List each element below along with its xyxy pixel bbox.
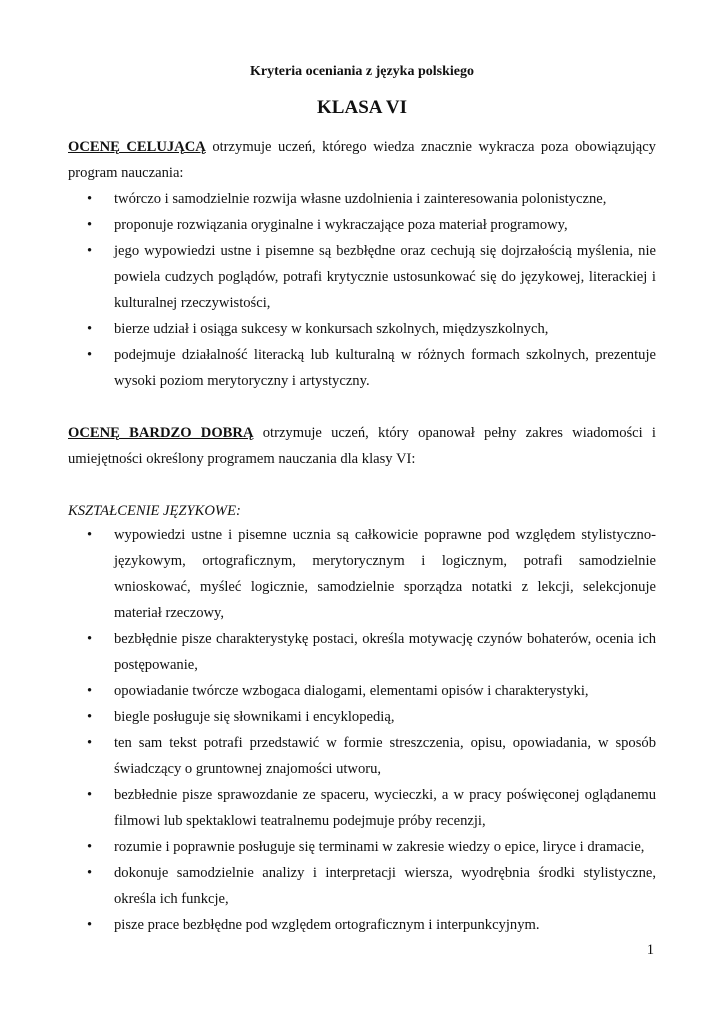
- list-item: [68, 626, 656, 678]
- celujaca-list: [68, 186, 656, 394]
- bardzo-dobra-list: [68, 522, 656, 938]
- bardzo-dobra-text: otrzymuje uczeń, który opanował pełny zakres wiadomości i umiejętności określony programem nauczania dla klasy VI:: [68, 425, 656, 467]
- list-item: [68, 704, 656, 730]
- list-item: [68, 678, 656, 704]
- bullet-icon: •: [87, 683, 93, 699]
- list-item: [68, 912, 656, 938]
- celujaca-text: otrzymuje uczeń, którego wiedza znacznie wykracza poza obowiązujący program nauczania:: [68, 139, 656, 181]
- list-item-text: opowiadanie twórcze wzbogaca dialogami, elementami opisów i charakterystyki,: [114, 683, 589, 699]
- list-item-text: jego wypowiedzi ustne i pisemne są bezbłędne oraz cechują się dojrzałością myślenia, nie powiela cudzych poglądów, potrafi krytycznie ustosunkować się do językowej, literackiej i kulturalnej rzeczywistości,: [114, 243, 656, 311]
- list-item: [68, 238, 656, 316]
- list-item-text: dokonuje samodzielnie analizy i interpretacji wiersza, wyodrębnia środki stylistyczne, określa ich funkcje,: [114, 865, 656, 907]
- list-item: [68, 316, 656, 342]
- bullet-icon: •: [87, 839, 93, 855]
- list-item-text: biegle posługuje się słownikami i encyklopedią,: [114, 709, 395, 725]
- bullet-icon: •: [87, 917, 93, 933]
- bardzo-dobra-lead: OCENĘ BARDZO DOBRĄ: [68, 425, 254, 441]
- celujaca-intro: [68, 134, 656, 186]
- section-heading-language: KSZTAŁCENIE JĘZYKOWE:: [68, 503, 241, 519]
- list-item-text: pisze prace bezbłędne pod względem ortograficznym i interpunkcyjnym.: [114, 917, 540, 933]
- celujaca-lead: OCENĘ CELUJĄCĄ: [68, 139, 206, 155]
- page-number: 1: [646, 942, 654, 958]
- list-item-text: twórczo i samodzielnie rozwija własne uzdolnienia i zainteresowania polonistyczne,: [114, 191, 607, 207]
- list-item: [68, 860, 656, 912]
- list-item-text: bezbłednie pisze sprawozdanie ze spaceru, wycieczki, a w pracy poświęconej oglądanemu filmowi lub spektaklowi teatralnemu podejmuje próby recenzji,: [114, 787, 656, 829]
- list-item: [68, 730, 656, 782]
- list-item-text: ten sam tekst potrafi przedstawić w formie streszczenia, opisu, opowiadania, w sposób świadczący o gruntownej znajomości utworu,: [114, 735, 656, 777]
- bullet-icon: •: [87, 631, 93, 647]
- list-item: [68, 342, 656, 394]
- bardzo-dobra-intro: [68, 420, 656, 472]
- list-item: [68, 834, 656, 860]
- bullet-icon: •: [87, 217, 93, 233]
- document-title: Kryteria oceniania z języka polskiego: [250, 64, 474, 79]
- bullet-icon: •: [87, 527, 93, 543]
- list-item: [68, 186, 656, 212]
- list-item-text: proponuje rozwiązania oryginalne i wykraczające poza materiał programowy,: [114, 217, 568, 233]
- bullet-icon: •: [87, 243, 93, 259]
- list-item: [68, 522, 656, 626]
- list-item-text: wypowiedzi ustne i pisemne ucznia są całkowicie poprawne pod względem stylistyczno-językowym, ortograficznym, merytorycznym i logicznym, potrafi samodzielnie wnioskować, myśleć logicznie, samodzielnie sporządza notatki z lekcji, selekcjonuje materiał rzeczowy,: [114, 527, 656, 621]
- list-item-text: podejmuje działalność literacką lub kulturalną w różnych formach szkolnych, prezentuje wysoki poziom merytoryczny i artystyczny.: [114, 347, 656, 389]
- list-item: [68, 782, 656, 834]
- bullet-icon: •: [87, 191, 93, 207]
- bullet-icon: •: [87, 735, 93, 751]
- list-item: [68, 212, 656, 238]
- bullet-icon: •: [87, 347, 93, 363]
- list-item-text: bezbłędnie pisze charakterystykę postaci, określa motywację czynów bohaterów, ocenia ich postępowanie,: [114, 631, 656, 673]
- document-page: [68, 0, 656, 1024]
- bullet-icon: •: [87, 787, 93, 803]
- bullet-icon: •: [87, 865, 93, 881]
- list-item-text: bierze udział i osiąga sukcesy w konkursach szkolnych, międzyszkolnych,: [114, 321, 549, 337]
- bullet-icon: •: [87, 321, 93, 337]
- class-title: KLASA VI: [317, 97, 407, 118]
- bullet-icon: •: [87, 709, 93, 725]
- list-item-text: rozumie i poprawnie posługuje się terminami w zakresie wiedzy o epice, liryce i dramacie,: [114, 839, 645, 855]
